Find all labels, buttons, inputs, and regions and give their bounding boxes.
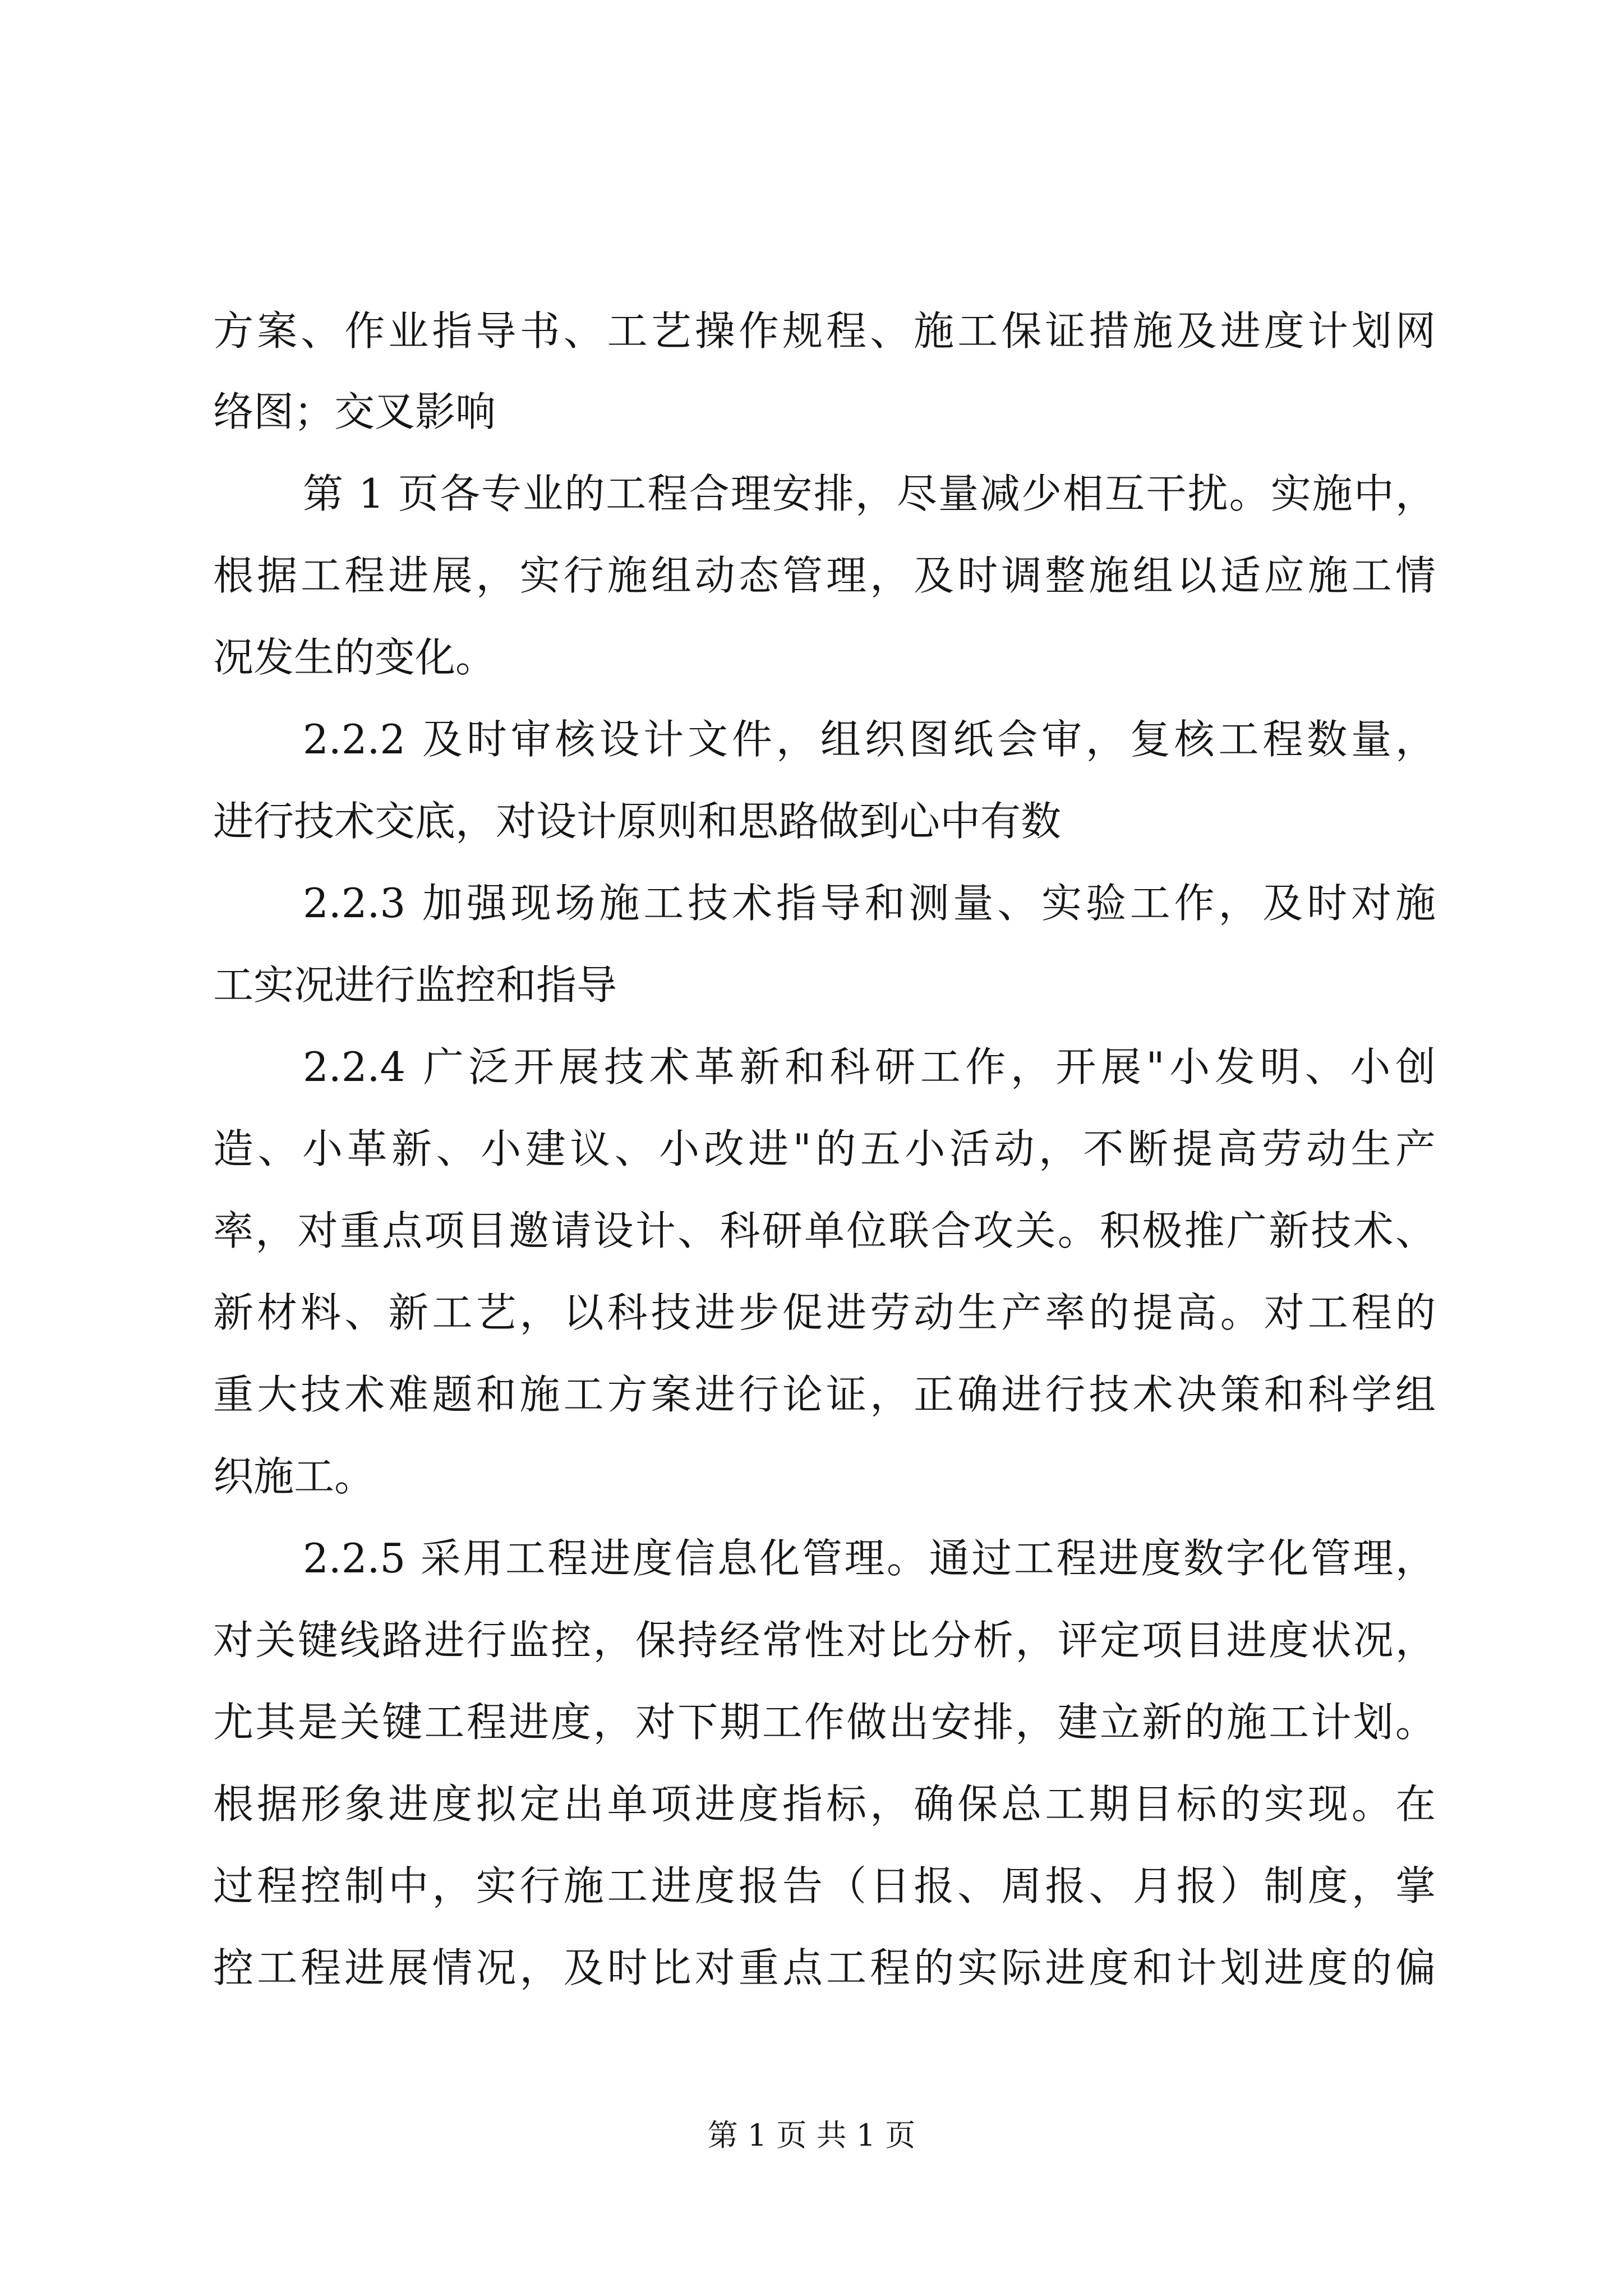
- body-line: 2.2.4 广泛开展技术革新和科研工作，开展"小发明、小创: [303, 1043, 1436, 1091]
- body-line: 尤其是关键工程进度，对下期工作做出安排，建立新的施工计划。: [213, 1699, 1436, 1746]
- body-line: 络图；交叉影响: [213, 388, 496, 435]
- body-line: 织施工。: [213, 1453, 375, 1500]
- body-line: 控工程进展情况，及时比对重点工程的实际进度和计划进度的偏: [213, 1944, 1436, 1991]
- body-line: 过程控制中，实行施工进度报告（日报、周报、月报）制度，掌: [213, 1862, 1436, 1910]
- body-line: 况发生的变化。: [213, 634, 496, 681]
- body-line: 第 1 页各专业的工程合理安排，尽量减少相互干扰。实施中，: [303, 470, 1436, 517]
- body-line: 2.2.2 及时审核设计文件，组织图纸会审，复核工程数量，: [303, 716, 1436, 763]
- body-line: 2.2.3 加强现场施工技术指导和测量、实验工作，及时对施: [303, 880, 1436, 927]
- body-line: 重大技术难题和施工方案进行论证，正确进行技术决策和科学组: [213, 1371, 1436, 1418]
- body-line: 工实况进行监控和指导: [213, 961, 617, 1009]
- body-line: 对关键线路进行监控，保持经常性对比分析，评定项目进度状况，: [213, 1617, 1436, 1664]
- body-line: 率，对重点项目邀请设计、科研单位联合攻关。积极推广新技术、: [213, 1207, 1436, 1254]
- body-line: 新材料、新工艺，以科技进步促进劳动生产率的提高。对工程的: [213, 1289, 1436, 1336]
- body-line: 根据工程进展，实行施组动态管理，及时调整施组以适应施工情: [213, 552, 1436, 599]
- body-line: 2.2.5 采用工程进度信息化管理。通过工程进度数字化管理，: [303, 1535, 1436, 1582]
- body-line: 方案、作业指导书、工艺操作规程、施工保证措施及进度计划网: [213, 307, 1436, 355]
- body-line: 根据形象进度拟定出单项进度指标，确保总工期目标的实现。在: [213, 1780, 1436, 1828]
- body-line: 造、小革新、小建议、小改进"的五小活动，不断提高劳动生产: [213, 1125, 1436, 1172]
- page-footer: 第 1 页 共 1 页: [707, 2118, 916, 2153]
- body-line: 进行技术交底，对设计原则和思路做到心中有数: [213, 798, 1062, 845]
